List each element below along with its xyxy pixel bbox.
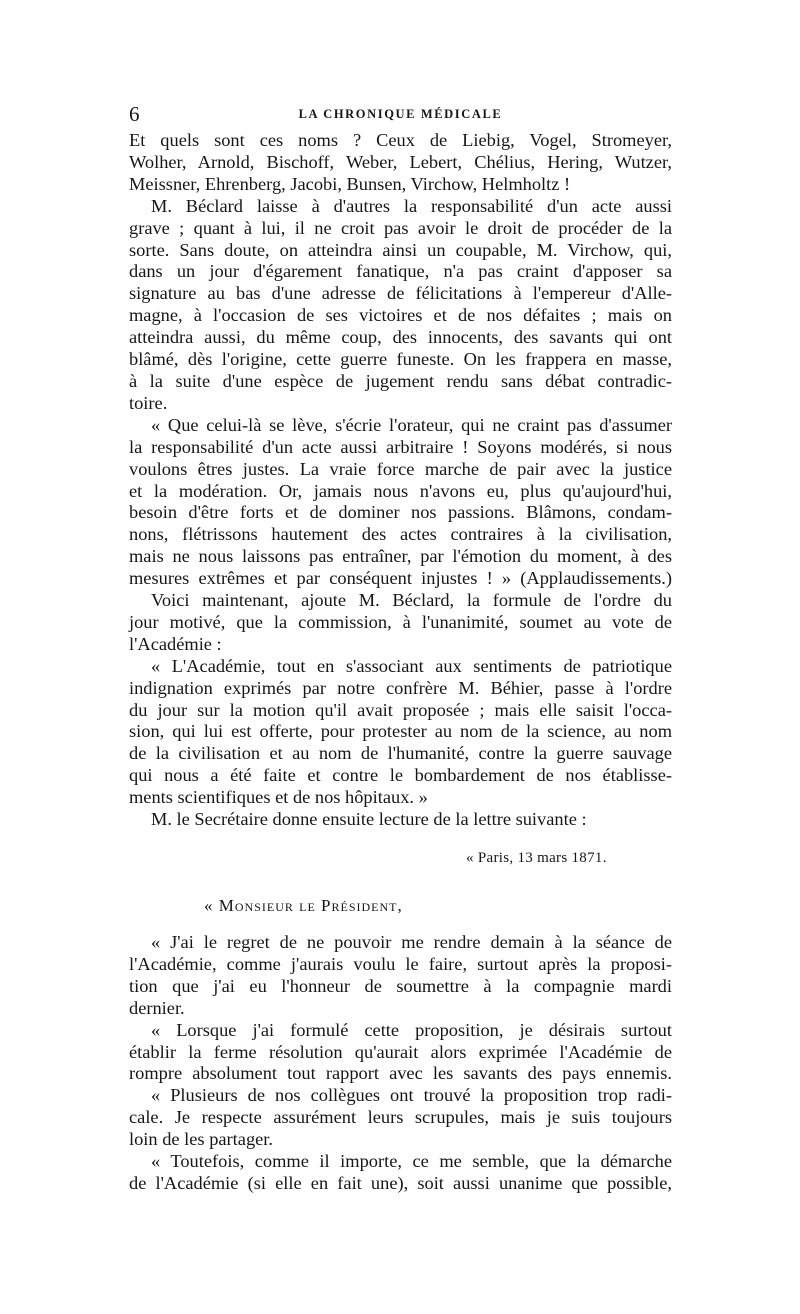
text-line: Wolher, Arnold, Bischoff, Weber, Lebert, Chélius, Hering, Wutzer, bbox=[129, 151, 672, 172]
text-line: grave ; quant à lui, il ne croit pas avoir le droit de procéder de la bbox=[129, 217, 672, 238]
page-header bbox=[129, 102, 672, 126]
text-line: sorte. Sans doute, on atteindra ainsi un coupable, M. Virchow, qui, bbox=[129, 239, 672, 260]
text-line: tion que j'ai eu l'honneur de soumettre à la compagnie mardi bbox=[129, 975, 672, 996]
text-line: jour motivé, que la commission, à l'unanimité, soumet au vote de bbox=[129, 611, 672, 632]
text-line: « L'Académie, tout en s'associant aux sentiments de patriotique bbox=[151, 655, 672, 676]
text-line: Et quels sont ces noms ? Ceux de Liebig, Vogel, Stromeyer, bbox=[129, 130, 672, 150]
running-title: LA CHRONIQUE MÉDICALE bbox=[298, 107, 503, 121]
text-line: à la suite d'une espèce de jugement rendu sans débat contradic- bbox=[129, 370, 672, 391]
text-line: de la civilisation et au nom de l'humanité, contre la guerre sauvage bbox=[129, 743, 672, 764]
letter-text bbox=[129, 932, 672, 1195]
text-line: Voici maintenant, ajoute M. Béclard, la formule de l'ordre du bbox=[151, 590, 672, 611]
text-line: toire. bbox=[129, 392, 168, 413]
text-line: du jour sur la motion qu'il avait proposée ; mais elle saisit l'occa- bbox=[129, 699, 672, 720]
text-line: M. Béclard laisse à d'autres la responsabilité d'un acte aussi bbox=[151, 195, 672, 216]
text-line: loin de les partager. bbox=[129, 1129, 274, 1150]
text-line: cale. Je respecte assurément leurs scrupules, mais je suis toujours bbox=[129, 1107, 672, 1128]
text-line: atteindra aussi, du même coup, des innocents, des savants qui ont bbox=[129, 327, 672, 348]
text-line: « Plusieurs de nos collègues ont trouvé la proposition trop radi- bbox=[151, 1085, 672, 1106]
page-number: 6 bbox=[129, 102, 140, 126]
text-line: qui nous a été faite et contre le bombardement de nos établisse- bbox=[129, 765, 672, 786]
text-line: « Lorsque j'ai formulé cette proposition, je désirais surtout bbox=[151, 1019, 672, 1040]
text-line: mais ne nous laissons pas entraîner, par l'émotion du moment, à des bbox=[129, 546, 672, 567]
text-line: rompre absolument tout rapport avec les savants des pays ennemis. bbox=[129, 1063, 672, 1084]
text-line: « Que celui-là se lève, s'écrie l'orateur, qui ne craint pas d'assumer bbox=[151, 414, 672, 435]
text-line: ments scientifiques et de nos hôpitaux. » bbox=[129, 787, 428, 808]
text-line: blâmé, dès l'origine, cette guerre funeste. On les frappera en masse, bbox=[129, 349, 672, 370]
text-line: indignation exprimés par notre confrère M. Béhier, passe à l'ordre bbox=[129, 677, 672, 698]
text-line: établir la ferme résolution qu'aurait alors exprimée l'Académie de bbox=[129, 1041, 672, 1062]
text-line: « Toutefois, comme il importe, ce me semble, que la démarche bbox=[151, 1151, 672, 1172]
text-line: magne, à l'occasion de ses victoires et de nos défaites ; mais on bbox=[129, 305, 672, 326]
text-line: mesures extrêmes et par conséquent injustes ! » (Applaudissements.) bbox=[129, 568, 672, 589]
text-line: l'Académie, comme j'aurais voulu le faire, surtout après la proposi- bbox=[129, 953, 672, 974]
text-line: et la modération. Or, jamais nous n'avons eu, plus qu'aujourd'hui, bbox=[129, 480, 672, 501]
text-line: besoin d'être forts et de dominer nos passions. Blâmons, condam- bbox=[129, 502, 672, 523]
text-line: l'Académie : bbox=[129, 633, 222, 654]
letter-salutation: « Monsieur le Président, bbox=[204, 896, 403, 915]
text-line: de l'Académie (si elle en fait une), soit aussi unanime que possible, bbox=[129, 1172, 672, 1193]
text-line: nons, flétrissons hautement des actes contraires à la civilisation, bbox=[129, 524, 672, 545]
text-line: Meissner, Ehrenberg, Jacobi, Bunsen, Virchow, Helmholtz ! bbox=[129, 173, 571, 194]
text-line: sion, qui lui est offerte, pour protester au nom de la science, au nom bbox=[129, 721, 672, 742]
text-line: la responsabilité d'un acte aussi arbitraire ! Soyons modérés, si nous bbox=[129, 436, 672, 457]
text-line: dans un jour d'égarement fanatique, n'a pas craint d'apposer sa bbox=[129, 261, 672, 282]
text-line: « J'ai le regret de ne pouvoir me rendre demain à la séance de bbox=[151, 932, 672, 952]
letter-dateline: « Paris, 13 mars 1871. bbox=[466, 850, 607, 866]
text-line: dernier. bbox=[129, 997, 185, 1018]
body-text bbox=[129, 130, 672, 831]
text-line: signature au bas d'une adresse de félicitations à l'empereur d'Alle- bbox=[129, 283, 672, 304]
text-line: M. le Secrétaire donne ensuite lecture de la lettre suivante : bbox=[151, 809, 587, 830]
text-line: voulons êtres justes. La vraie force marche de pair avec la justice bbox=[129, 458, 672, 479]
